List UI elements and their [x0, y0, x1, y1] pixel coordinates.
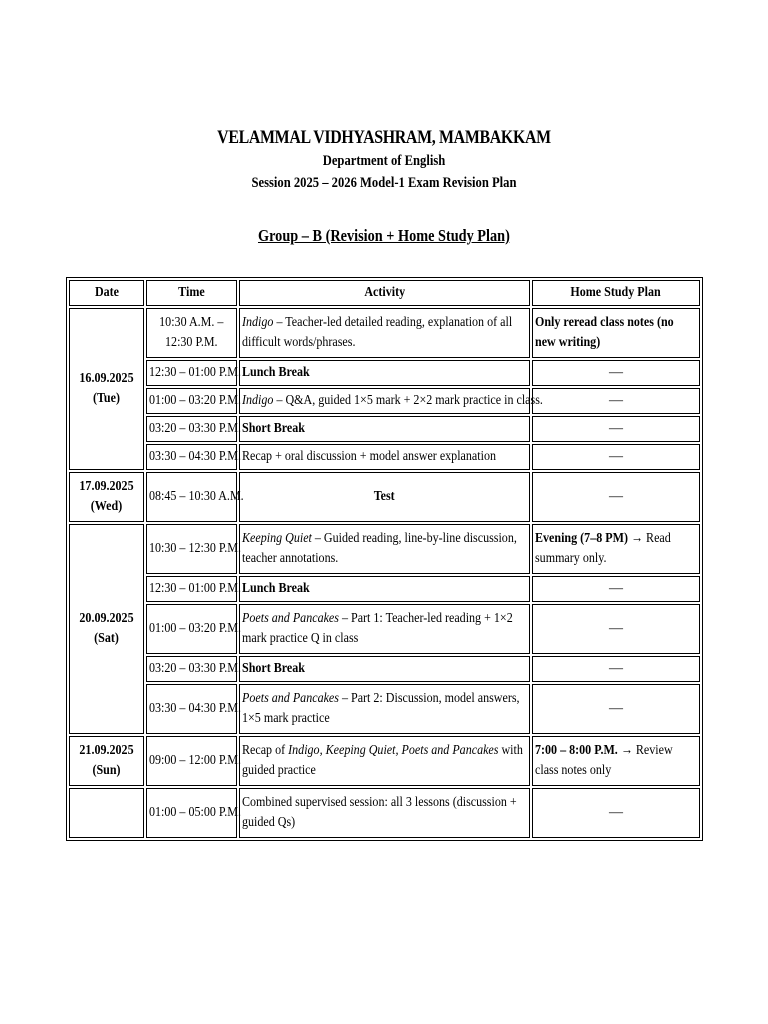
- home-study-cell: —: [532, 656, 700, 682]
- time-cell: 03:20 – 03:30 P.M.: [146, 416, 237, 442]
- time-cell: 12:30 – 01:00 P.M.: [146, 576, 237, 602]
- session-title: Session 2025 – 2026 Model-1 Exam Revision Plan: [251, 175, 517, 191]
- home-study-cell: —: [532, 360, 700, 386]
- column-header-activity: Activity: [239, 280, 530, 306]
- table-row: [69, 604, 700, 654]
- activity-cell: Short Break: [239, 416, 530, 442]
- column-header-time: Time: [146, 280, 237, 306]
- date-cell: 16.09.2025 (Tue): [69, 308, 144, 470]
- home-study-cell: —: [532, 444, 700, 470]
- table-row: [69, 308, 700, 358]
- home-study-cell: —: [532, 388, 700, 414]
- activity-cell: Combined supervised session: all 3 lessons (discussion + guided Qs): [239, 788, 530, 838]
- group-title-wrap: [0, 226, 768, 246]
- table-row: [69, 524, 700, 574]
- activity-cell: Recap + oral discussion + model answer explanation: [239, 444, 530, 470]
- time-cell: 01:00 – 03:20 P.M.: [146, 604, 237, 654]
- time-cell: 03:20 – 03:30 P.M.: [146, 656, 237, 682]
- home-study-cell: —: [532, 788, 700, 838]
- date-cell: [69, 788, 144, 838]
- time-cell: 09:00 – 12:00 P.M.: [146, 736, 237, 786]
- time-cell: 12:30 – 01:00 P.M.: [146, 360, 237, 386]
- table-row: [69, 736, 700, 786]
- home-study-cell: Evening (7–8 PM) → Read summary only.: [532, 524, 700, 574]
- home-study-cell: —: [532, 684, 700, 734]
- revision-plan-table: [66, 277, 703, 841]
- home-study-cell: —: [532, 416, 700, 442]
- activity-cell: Short Break: [239, 656, 530, 682]
- activity-cell: Indigo – Q&A, guided 1×5 mark + 2×2 mark practice in class.: [239, 388, 530, 414]
- group-title: Group – B (Revision + Home Study Plan): [258, 226, 510, 245]
- time-cell: 03:30 – 04:30 P.M.: [146, 684, 237, 734]
- activity-cell: Poets and Pancakes – Part 1: Teacher-led reading + 1×2 mark practice Q in class: [239, 604, 530, 654]
- time-cell: 08:45 – 10:30 A.M.: [146, 472, 237, 522]
- table-row: [69, 788, 700, 838]
- table-row: [69, 684, 700, 734]
- column-header-date: Date: [69, 280, 144, 306]
- time-cell: 01:00 – 03:20 P.M.: [146, 388, 237, 414]
- table-row: [69, 576, 700, 602]
- table-row: [69, 656, 700, 682]
- activity-cell: Lunch Break: [239, 576, 530, 602]
- date-cell: 17.09.2025 (Wed): [69, 472, 144, 522]
- table-row: [69, 416, 700, 442]
- department-name: Department of English: [322, 153, 446, 169]
- home-study-cell: —: [532, 472, 700, 522]
- home-study-cell: —: [532, 576, 700, 602]
- table-row: [69, 360, 700, 386]
- date-cell: 20.09.2025 (Sat): [69, 524, 144, 734]
- activity-cell: Keeping Quiet – Guided reading, line-by-line discussion, teacher annotations.: [239, 524, 530, 574]
- home-study-cell: Only reread class notes (no new writing): [532, 308, 700, 358]
- table-header-row: [69, 280, 700, 306]
- activity-cell: Recap of Indigo, Keeping Quiet, Poets and Pancakes with guided practice: [239, 736, 530, 786]
- column-header-home-study: Home Study Plan: [532, 280, 700, 306]
- activity-cell: Indigo – Teacher-led detailed reading, explanation of all difficult words/phrases.: [239, 308, 530, 358]
- time-cell: 10:30 – 12:30 P.M.: [146, 524, 237, 574]
- activity-cell: Test: [239, 472, 530, 522]
- date-cell: 21.09.2025 (Sun): [69, 736, 144, 786]
- table-row: [69, 444, 700, 470]
- time-cell: 01:00 – 05:00 P.M.: [146, 788, 237, 838]
- home-study-cell: —: [532, 604, 700, 654]
- table-row: [69, 472, 700, 522]
- time-cell: 10:30 A.M. – 12:30 P.M.: [146, 308, 237, 358]
- home-study-cell: 7:00 – 8:00 P.M. → Review class notes only: [532, 736, 700, 786]
- table-row: [69, 388, 700, 414]
- time-cell: 03:30 – 04:30 P.M.: [146, 444, 237, 470]
- document-header: [0, 126, 768, 194]
- activity-cell: Poets and Pancakes – Part 2: Discussion, model answers, 1×5 mark practice: [239, 684, 530, 734]
- school-name: VELAMMAL VIDHYASHRAM, MAMBAKKAM: [217, 128, 551, 148]
- activity-cell: Lunch Break: [239, 360, 530, 386]
